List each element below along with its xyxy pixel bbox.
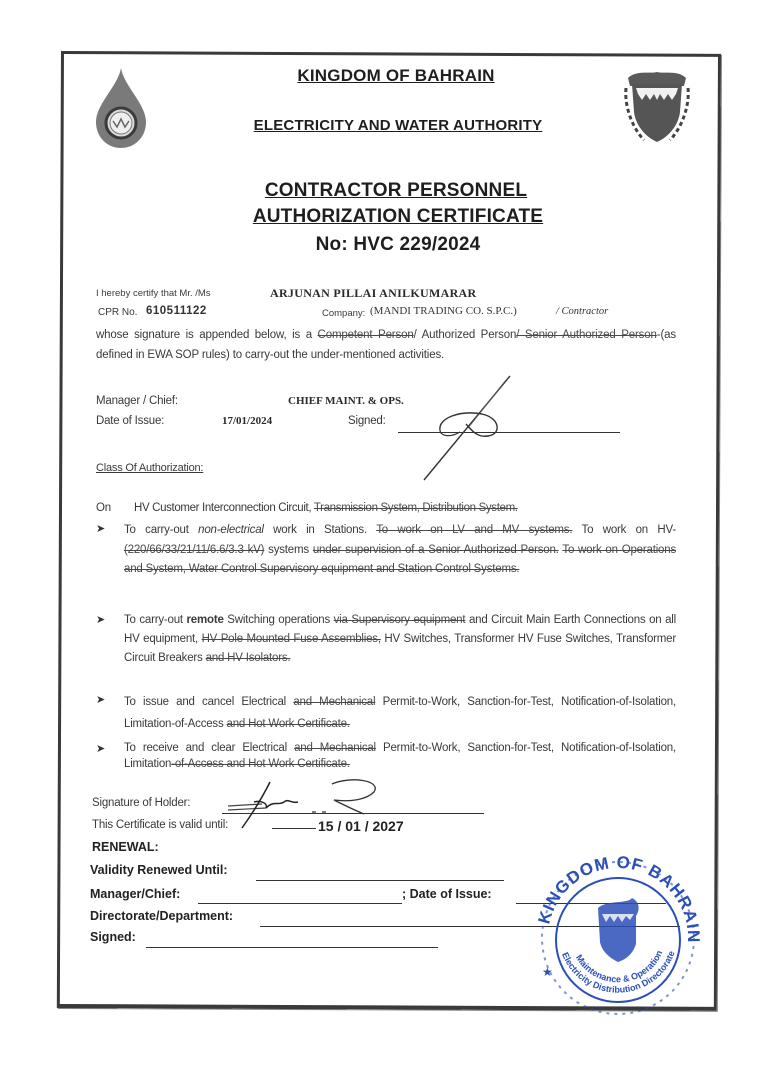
cpr-label: CPR No. [98, 307, 138, 318]
renewal-heading: RENEWAL: [92, 840, 159, 854]
renewal-manager-field[interactable] [198, 903, 402, 904]
on-scope [134, 502, 518, 514]
statement-authorized: / Authorized Person [413, 329, 517, 341]
certificate-title-line2: AUTHORIZATION CERTIFICATE [252, 206, 544, 227]
bullet-arrow-icon: ➤ [96, 694, 106, 706]
authorized-text: Permit-to-Work, Sanction-for-Test, Notification-of-Isolation, Limitation [124, 742, 676, 770]
authorized-text: non-electrical [198, 524, 264, 536]
stamp-outer-text: KINGDOM OF BAHRAIN [534, 852, 704, 944]
certificate-title-line1: CONTRACTOR PERSONNEL [264, 180, 528, 201]
stamp-emblem-icon [598, 898, 639, 962]
struck-text: To work on Operations and System, Water Control Supervisory equipment and Station Control Systems. [124, 543, 676, 575]
authorized-text: Permit-to-Work, Sanction-for-Test, Notification-of-Isolation, Limitation-of-Access [124, 696, 676, 730]
authority-title: ELECTRICITY AND WATER AUTHORITY [253, 117, 543, 134]
cpr-value: 610511122 [146, 305, 207, 317]
stamp-inner-line1: Maintenance & Operation [573, 948, 665, 985]
renewed-until-label: Validity Renewed Until: [90, 863, 228, 877]
struck-text: HV Pole Mounted Fuse Assemblies, [201, 633, 381, 645]
statement-struck-senior: / Senior Authorized Person [516, 329, 657, 341]
authorized-text: and Circuit Main Earth Connections on all HV equipment, [124, 614, 676, 645]
statement-text-end: -(as defined in EWA SOP rules) to carry-out the under-mentioned activities. [96, 329, 676, 361]
struck-text: under supervision of a Senior Authorized Person. [312, 543, 559, 556]
authorized-text: To work on HV- [572, 524, 676, 536]
struck-text: and Hot Work Certificate. [226, 718, 350, 730]
official-stamp [528, 848, 708, 1018]
struck-text: and Mechanical [294, 742, 376, 754]
authorization-heading: Class Of Authorization: [96, 462, 204, 474]
renewal-manager-label: Manager/Chief: [90, 887, 181, 901]
bullet-arrow-icon: ➤ [96, 743, 106, 755]
holder-signature-label: Signature of Holder: [92, 797, 191, 809]
manager-value: CHIEF MAINT. & OPS. [288, 395, 404, 407]
date-of-issue-value: 17/01/2024 [222, 415, 273, 427]
struck-text: via Supervisory equipment [333, 614, 466, 626]
struck-text: -of-Access and Hot Work Certificate. [171, 758, 350, 770]
renewal-signed-label: Signed: [90, 930, 136, 944]
country-title: KINGDOM OF BAHRAIN [297, 66, 495, 85]
company-suffix: / Contractor [556, 306, 609, 317]
authorization-item-1 [124, 521, 676, 580]
struck-text: (220/66/33/21/11/6.6/3.3 kV) [124, 543, 265, 556]
directorate-label: Directorate/Department: [90, 909, 234, 923]
certificate-number: No: HVC 229/2024 [315, 234, 481, 255]
authorization-item-2 [124, 611, 676, 668]
company-value: (MANDI TRADING CO. S.P.C.) [370, 305, 517, 317]
issuer-signature [410, 372, 530, 482]
renewal-signed-field[interactable] [146, 947, 438, 948]
valid-until-dash [272, 828, 316, 829]
bullet-arrow-icon: ➤ [96, 614, 106, 626]
signed-label: Signed: [348, 415, 386, 427]
authorized-text: To carry-out [124, 524, 199, 536]
valid-until-label: This Certificate is valid until: [92, 819, 229, 831]
authorized-text: remote [186, 614, 224, 626]
renewed-until-field[interactable] [256, 880, 504, 881]
on-scope-text: HV Customer Interconnection Circuit, [134, 502, 312, 514]
authorized-text: To carry-out [124, 614, 187, 626]
certify-label: I hereby certify that Mr. /Ms [96, 288, 211, 299]
valid-until-value: 15 / 01 / 2027 [318, 818, 404, 834]
renewal-date-label: ; Date of Issue: [402, 887, 492, 901]
authorized-text: HV Switches, Transformer HV Fuse Switches, Transformer Circuit Breakers [124, 633, 676, 664]
on-label: On [96, 502, 111, 514]
authorization-item-4 [124, 740, 676, 772]
struck-text: To work on LV and MV systems. [376, 524, 573, 536]
on-scope-struck: Transmission System, Distribution System. [313, 502, 518, 514]
authorized-text: work in Stations. [263, 524, 377, 536]
company-label: Company: [322, 308, 366, 319]
holder-name: ARJUNAN PILLAI ANILKUMARAR [270, 286, 477, 300]
competency-statement [96, 326, 676, 365]
struck-text: and HV Isolators. [205, 652, 291, 664]
authorized-text: Switching operations [223, 614, 334, 626]
statement-text: whose signature is appended below, is a [96, 329, 318, 341]
struck-text: and Mechanical [293, 696, 376, 708]
bullet-arrow-icon: ➤ [96, 523, 106, 535]
authorized-text: To receive and clear Electrical [124, 742, 295, 754]
stamp-inner-line2: Electricity Distribution Directorate [560, 949, 677, 995]
authorized-text: To issue and cancel Electrical [124, 696, 294, 708]
date-of-issue-label: Date of Issue: [96, 415, 165, 427]
authorization-item-3 [124, 691, 676, 735]
stamp-star-icon: ★ [542, 965, 553, 979]
manager-label: Manager / Chief: [96, 395, 178, 407]
statement-struck-competent: Competent Person [317, 329, 414, 341]
authorized-text: systems [264, 543, 313, 556]
